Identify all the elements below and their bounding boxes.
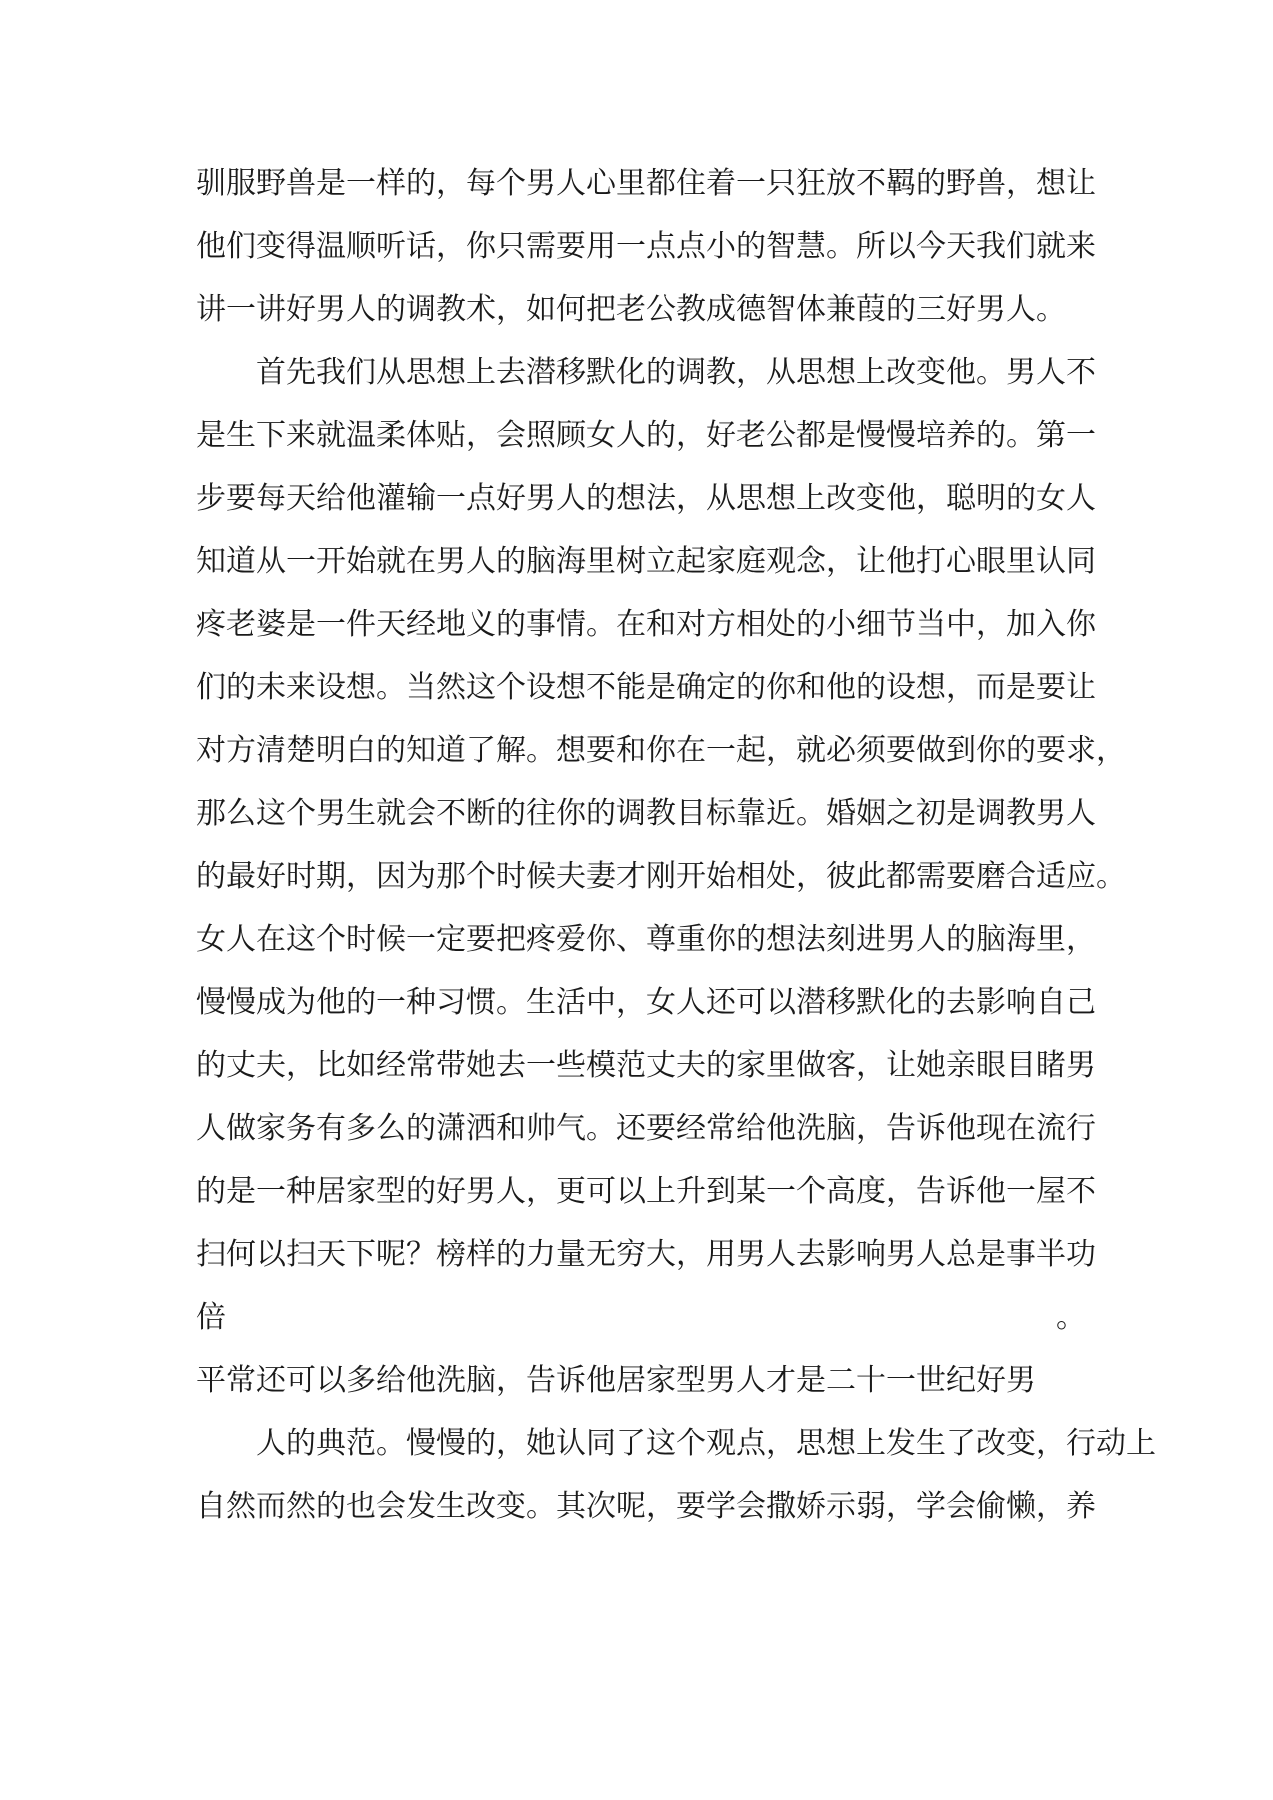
text-line: 人做家务有多么的潇洒和帅气。还要经常给他洗脑，告诉他现在流行	[196, 1111, 1096, 1146]
text-line: 的是一种居家型的好男人，更可以上升到某一个高度，告诉他一屋不	[196, 1174, 1096, 1209]
text-line: 对方清楚明白的知道了解。想要和你在一起，就必须要做到你的要求，	[196, 733, 1126, 768]
text-line: 讲一讲好男人的调教术，如何把老公教成德智体兼葭的三好男人。	[196, 292, 1066, 327]
text-line: 慢慢成为他的一种习惯。生活中，女人还可以潜移默化的去影响自己	[196, 985, 1096, 1020]
text-line: 知道从一开始就在男人的脑海里树立起家庭观念，让他打心眼里认同	[196, 544, 1096, 579]
text-line: 自然而然的也会发生改变。其次呢，要学会撒娇示弱，学会偷懒，养	[196, 1489, 1096, 1524]
text-line: 步要每天给他灌输一点好男人的想法，从思想上改变他，聪明的女人	[196, 481, 1096, 516]
text-line: 人的典范。慢慢的，她认同了这个观点，思想上发生了改变，行动上	[256, 1426, 1156, 1461]
text-line: 首先我们从思想上去潜移默化的调教，从思想上改变他。男人不	[256, 355, 1096, 390]
body-text	[196, 164, 1156, 1589]
text-line: 女人在这个时候一定要把疼爱你、尊重你的想法刻进男人的脑海里，	[196, 922, 1096, 957]
text-line	[196, 1550, 1086, 1589]
text-line: 平常还可以多给他洗脑，告诉他居家型男人才是二十一世纪好男	[196, 1363, 1036, 1398]
text-line: 扫何以扫天下呢？榜样的力量无穷大，用男人去影响男人总是事半功	[196, 1237, 1096, 1272]
text-line: 是生下来就温柔体贴，会照顾女人的，好老公都是慢慢培养的。第一	[196, 418, 1096, 453]
text-line: 驯服野兽是一样的，每个男人心里都住着一只狂放不羁的野兽，想让	[196, 166, 1096, 201]
text-line: 们的未来设想。当然这个设想不能是确定的你和他的设想，而是要让	[196, 670, 1096, 705]
text-line: 疼老婆是一件天经地义的事情。在和对方相处的小细节当中，加入你	[196, 607, 1096, 642]
text-line: 那么这个男生就会不断的往你的调教目标靠近。婚姻之初是调教男人	[196, 796, 1096, 831]
text-line: 的丈夫，比如经常带她去一些模范丈夫的家里做客，让她亲眼目睹男	[196, 1048, 1096, 1083]
text-line: 他们变得温顺听话，你只需要用一点点小的智慧。所以今天我们就来	[196, 229, 1096, 264]
text-line: 倍。	[196, 1300, 1086, 1335]
text-line: 的最好时期，因为那个时候夫妻才刚开始相处，彼此都需要磨合适应。	[196, 859, 1126, 894]
